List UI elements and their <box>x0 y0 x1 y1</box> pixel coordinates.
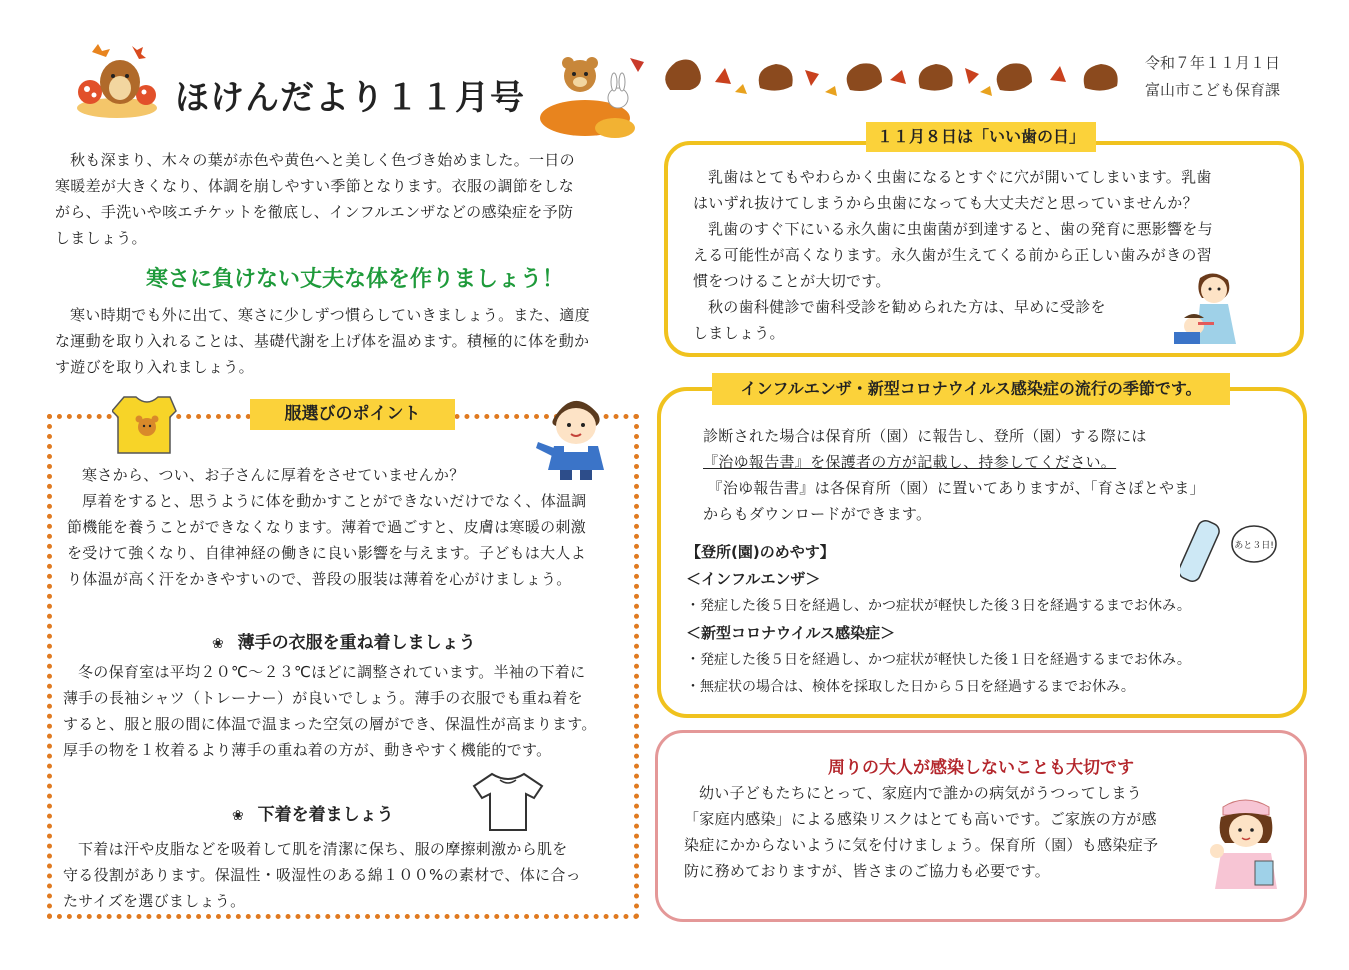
clothing-line: り体温が高く汗をかきやすいので、普段の服装は薄着を心がけましょう。 <box>67 570 572 588</box>
layer-line: 厚手の物を１枚着るより薄手の重ね着の方が、動きやすく機能的です。 <box>63 741 552 759</box>
layer-text <box>63 659 631 763</box>
teeth-label: １１月８日は「いい歯の日」 <box>866 122 1096 152</box>
layer-heading-row <box>212 628 476 653</box>
intro-line: しましょう。 <box>55 229 147 247</box>
adults-line: 防に務めておりますが、皆さまのご協力も必要です。 <box>684 862 1051 880</box>
flower-icon: ❀ <box>232 808 244 824</box>
clothing-text <box>67 462 627 592</box>
layer-line: 冬の保育室は平均２０℃～２３℃ほどに調整されています。半袖の下着に <box>78 663 586 681</box>
flower-icon: ❀ <box>212 636 224 652</box>
tshirt-illustration <box>470 770 546 834</box>
teeth-line: 乳歯はとてもやわらかく虫歯になるとすぐに穴が開いてしまいます。乳歯 <box>708 168 1212 186</box>
page-title: ほけんだより１１月号 <box>175 78 525 118</box>
infection-guide <box>686 539 1296 701</box>
teeth-line: 乳歯のすぐ下にいる永久歯に虫歯菌が到達すると、歯の発育に悪影響を与 <box>708 220 1213 238</box>
infection-line: 診断された場合は保育所（園）に報告し、登所（園）する際には <box>703 427 1147 445</box>
infection-line: 『治ゆ報告書』を保護者の方が記載し、持参してください。 <box>703 453 1117 471</box>
teeth-line: 秋の歯科健診で歯科受診を勧められた方は、早めに受診を <box>708 298 1106 316</box>
layer-heading: 薄手の衣服を重ね着しましょう <box>237 633 476 653</box>
flu-item: ・発症した後５日を経過し、かつ症状が軽快した後３日を経過するまでお休み。 <box>686 598 1191 614</box>
teeth-line: しましょう。 <box>693 324 785 342</box>
intro-line: がら、手洗いや咳エチケットを徹底し、インフルエンザなどの感染症を予防 <box>55 203 574 221</box>
strong-body-line: 寒い時期でも外に出て、寒さに少しずつ慣らしていきましょう。また、適度 <box>70 306 590 324</box>
teeth-line: 慣をつけることが大切です。 <box>693 272 891 290</box>
intro-line: 寒暖差が大きくなり、体調を崩しやすい季節となります。衣服の調節をしな <box>55 177 575 195</box>
thermometer-bubble-text: あと３日! <box>1234 541 1274 551</box>
asymptomatic-item: ・無症状の場合は、検体を採取した日から５日を経過するまでお休み。 <box>686 679 1135 695</box>
underwear-line: 守る役割があります。保温性・吸湿性のある綿１００%の素材で、体に合っ <box>63 866 581 884</box>
infection-line: 『治ゆ報告書』は各保育所（園）に置いてありますが、「育さぽとやま」 <box>707 479 1205 497</box>
adults-text <box>684 780 1204 884</box>
infection-text <box>703 423 1273 527</box>
bear-rabbit-illustration <box>530 48 650 143</box>
covid-item: ・発症した後５日を経過し、かつ症状が軽快した後１日を経過するまでお休み。 <box>686 652 1191 668</box>
underwear-heading: 下着を着ましょう <box>257 805 394 825</box>
teeth-line: はいずれ抜けてしまうから虫歯になっても大丈夫だと思っていませんか？ <box>693 194 1198 212</box>
infection-line: からもダウンロードができます。 <box>703 505 932 523</box>
intro-text <box>55 147 645 251</box>
infection-label: インフルエンザ・新型コロナウイルス感染症の流行の季節です。 <box>712 373 1230 405</box>
issue-date: 令和７年１１月１日 <box>1145 54 1281 72</box>
squirrel-illustration <box>72 40 162 120</box>
strong-body-line: な運動を取り入れることは、基礎代謝を上げ体を温めます。積極的に体を動か <box>55 332 590 350</box>
strong-body-text <box>55 302 645 380</box>
adults-line: 染症にかからないように気を付けましょう。保育所（園）も感染症予 <box>684 836 1159 854</box>
covid-heading: ＜新型コロナウイルス感染症＞ <box>686 624 896 642</box>
clothing-label: 服選びのポイント <box>250 399 455 430</box>
guide-heading: 【登所(園)のめやす】 <box>686 543 835 561</box>
underwear-heading-row <box>232 800 394 825</box>
strong-body-line: す遊びを取り入れましょう。 <box>55 358 254 376</box>
layer-line: すると、服と服の間に体温で温まった空気の層ができ、保温性が高まります。 <box>63 715 597 733</box>
underwear-line: 下着は汗や皮脂などを吸着して肌を清潔に保ち、服の摩擦刺激から肌を <box>78 840 568 858</box>
toothbrushing-illustration <box>1170 268 1250 350</box>
clothing-line: 節機能を養うことができなくなります。薄着で過ごすと、皮膚は寒暖の刺激 <box>67 518 587 536</box>
teeth-line: える可能性が高くなります。永久歯が生えてくる前から正しい歯みがきの習 <box>693 246 1213 264</box>
clothing-line: 厚着をすると、思うように体を動かすことができないだけでなく、体温調 <box>82 492 587 510</box>
layer-line: 薄手の長袖シャツ（トレーナー）が良いでしょう。薄手の衣服でも重ね着を <box>63 689 583 707</box>
underwear-text <box>63 836 631 914</box>
nurse-illustration <box>1205 795 1287 889</box>
chestnut-garland-illustration <box>655 52 1125 102</box>
underwear-line: たサイズを選びましょう。 <box>63 892 246 910</box>
intro-line: 秋も深まり、木々の葉が赤色や黄色へと美しく色づき始めました。一日の <box>70 151 575 169</box>
issue-info <box>1145 50 1280 104</box>
adults-line: 「家庭内感染」による感染リスクはとても高いです。ご家族の方が感 <box>684 810 1157 828</box>
clothing-line: を受けて強くなり、自律神経の働きに良い影響を与えます。子どもは大人よ <box>67 544 587 562</box>
flu-heading: ＜インフルエンザ＞ <box>686 570 821 588</box>
adults-heading: 周りの大人が感染しないことも大切です <box>828 758 1134 778</box>
strong-body-heading: 寒さに負けない丈夫な体を作りましょう！ <box>145 267 564 292</box>
vest-illustration <box>112 393 182 455</box>
clothing-line: 寒さから、つい、お子さんに厚着をさせていませんか？ <box>82 466 465 484</box>
issuer-name: 富山市こども保育課 <box>1145 81 1281 99</box>
adults-line: 幼い子どもたちにとって、家庭内で誰かの病気がうつってしまう <box>699 784 1142 802</box>
